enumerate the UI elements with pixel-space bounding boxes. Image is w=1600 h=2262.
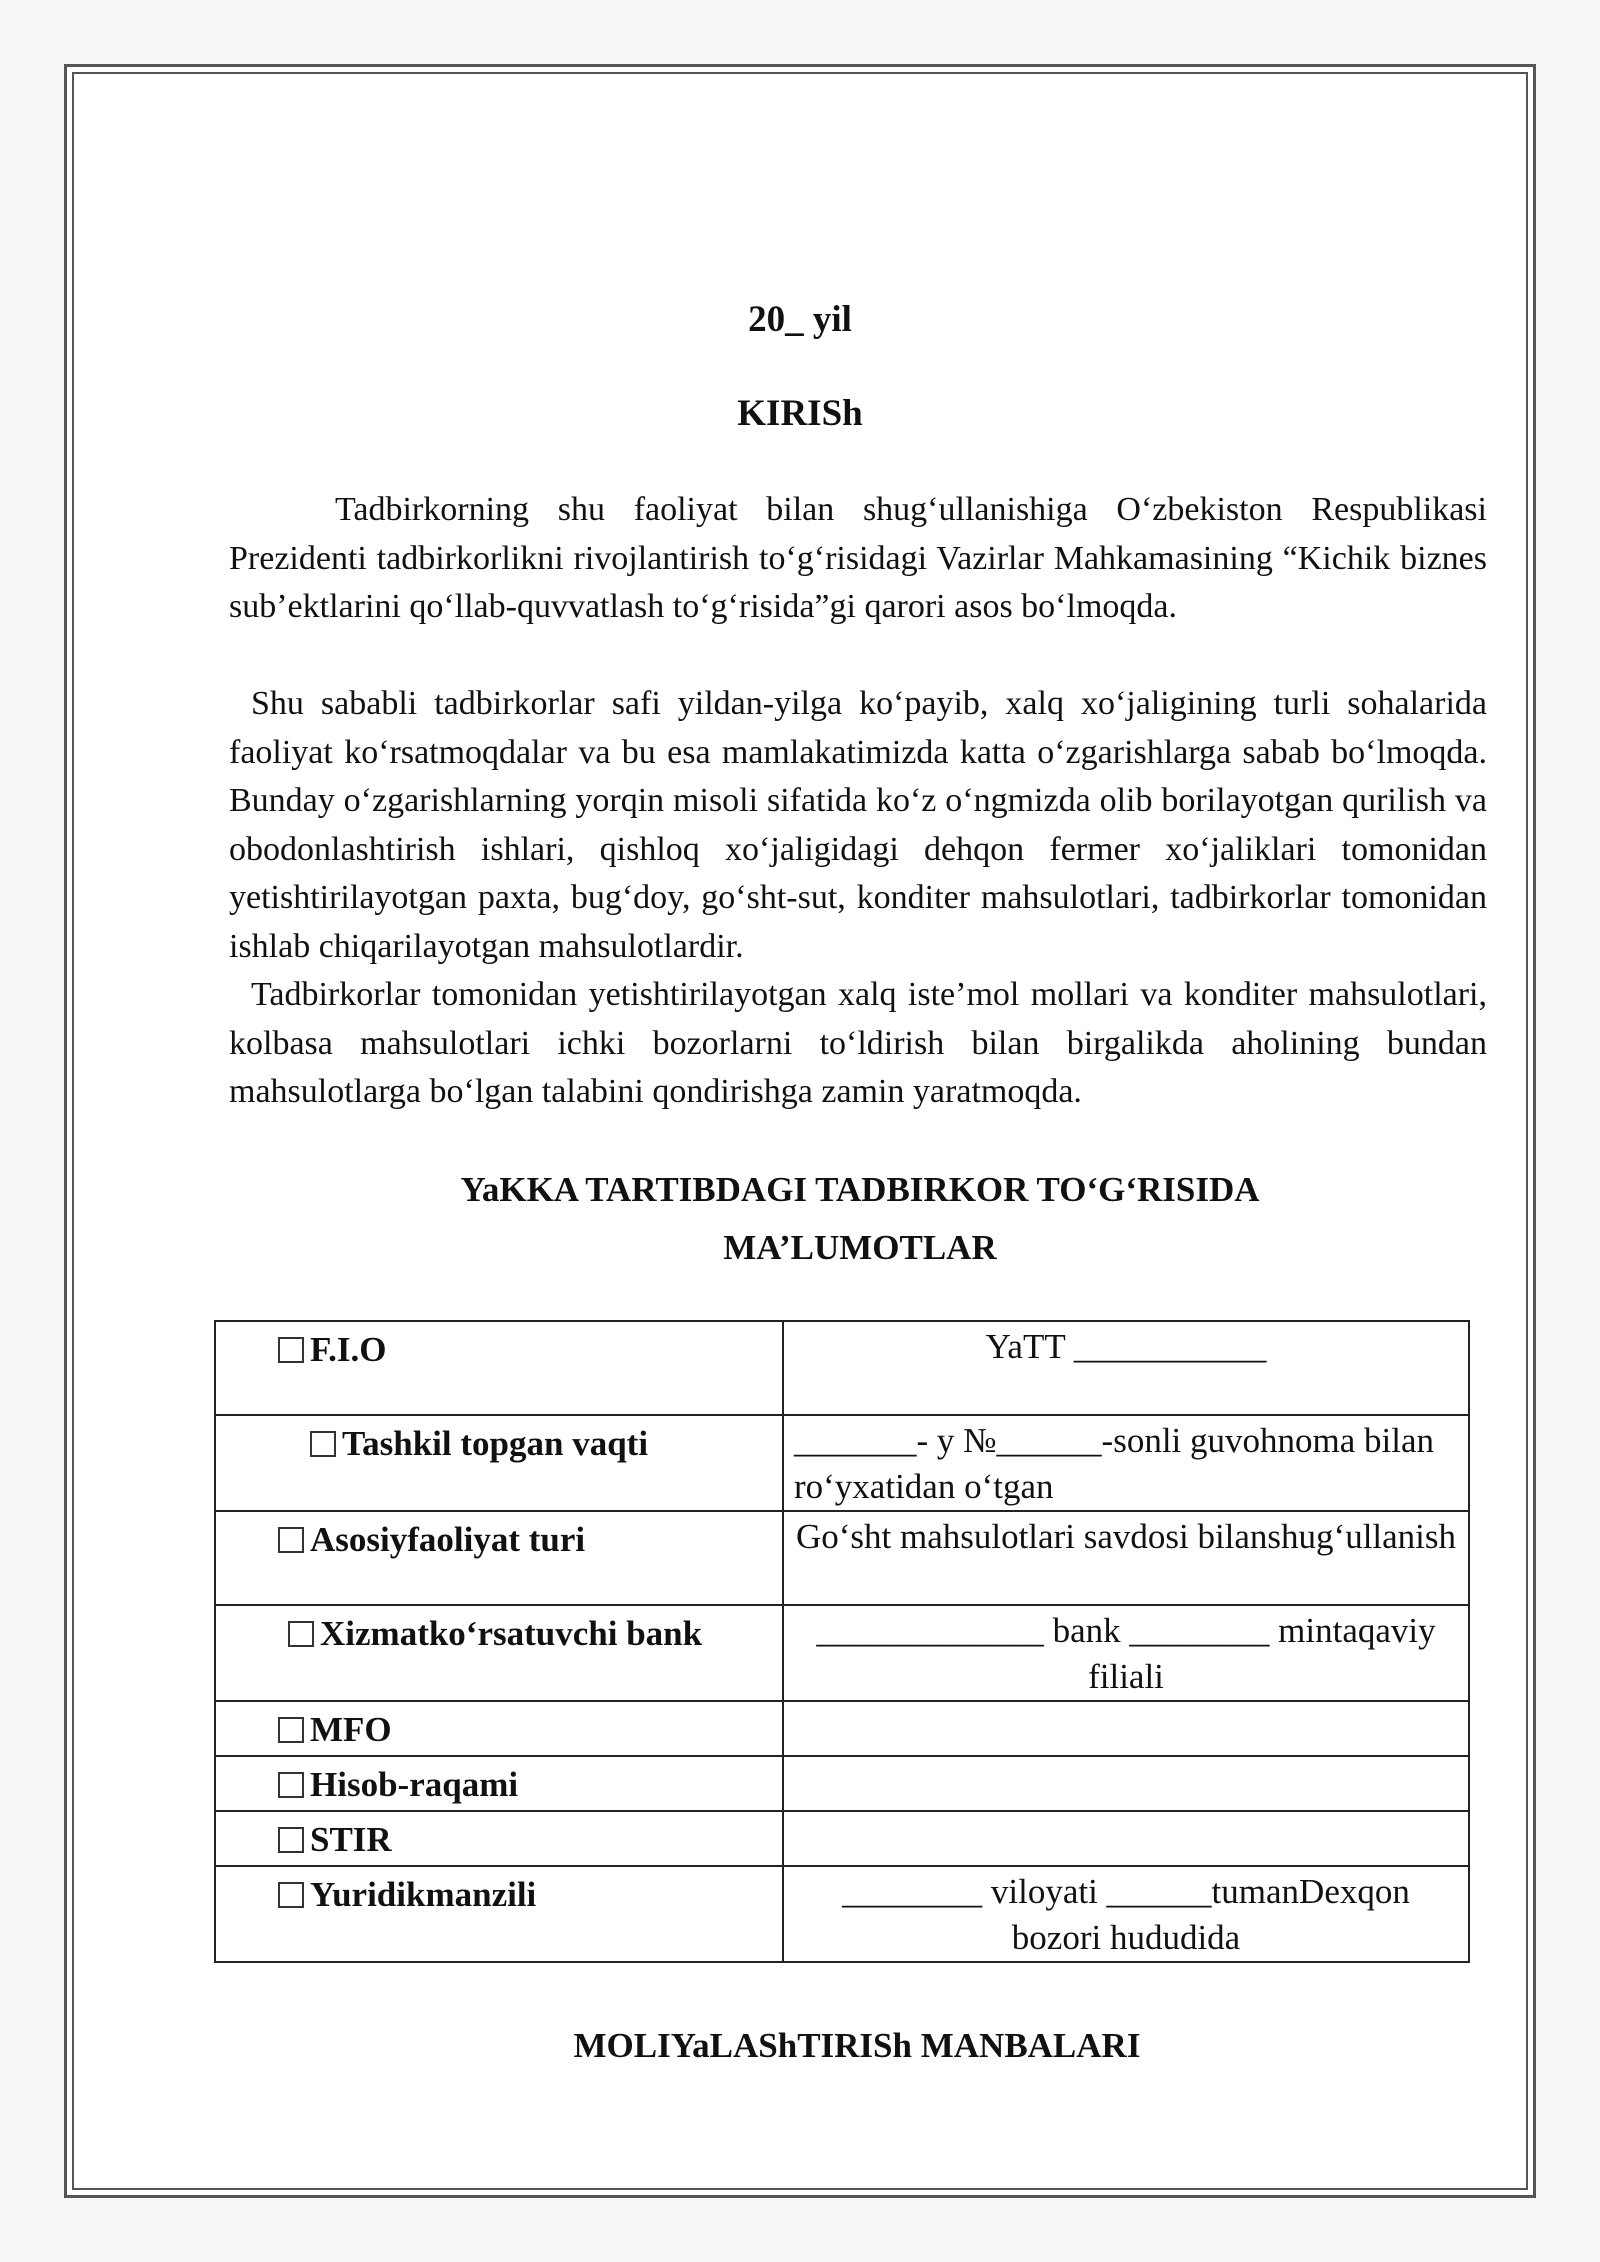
checkbox-bullet-icon (278, 1717, 304, 1743)
row-label: Hisob-raqami (310, 1765, 519, 1804)
table-value-cell (783, 1811, 1469, 1866)
year-title: 20_ yil (748, 299, 852, 340)
table-label-cell (215, 1511, 783, 1605)
table-value-cell: Go‘sht mahsulotlari savdosi bilanshug‘ullanish (783, 1511, 1469, 1605)
table-row (215, 1605, 1469, 1701)
table-label-cell (215, 1321, 783, 1415)
table-value-cell (783, 1756, 1469, 1811)
intro-heading: KIRISh (737, 393, 863, 434)
table-row (215, 1321, 1469, 1415)
table-row (215, 1866, 1469, 1962)
table-row (215, 1511, 1469, 1605)
table-value-cell: ________ viloyati ______tumanDexqon bozori hududida (783, 1866, 1469, 1962)
checkbox-bullet-icon (288, 1621, 314, 1647)
table-row (215, 1415, 1469, 1511)
table-label-cell (215, 1811, 783, 1866)
financing-sources-heading: MOLIYaLAShTIRISh MANBALARI (573, 2026, 1141, 2065)
checkbox-bullet-icon (278, 1827, 304, 1853)
checkbox-bullet-icon (278, 1337, 304, 1363)
row-label: Tashkil topgan vaqti (342, 1424, 649, 1463)
row-label: STIR (310, 1820, 392, 1859)
entrepreneur-info-table (214, 1320, 1470, 1963)
table-label-cell (215, 1605, 783, 1701)
section-title-line-1: YaKKA TARTIBDAGI TADBIRKOR TO‘G‘RISIDA (460, 1170, 1260, 1209)
row-label: Yuridikmanzili (310, 1875, 537, 1914)
table-value-cell: _______- y №______-sonli guvohnoma bilan ro‘yxatidan o‘tgan (783, 1415, 1469, 1511)
table-label-cell (215, 1701, 783, 1756)
row-label: Asosiyfaoliyat turi (310, 1520, 586, 1559)
table-label-cell (215, 1415, 783, 1511)
row-label: Xizmatko‘rsatuvchi bank (320, 1614, 703, 1653)
intro-paragraph-3: Tadbirkorlar tomonidan yetishtirilayotgan xalq iste’mol mollari va konditer mahsulotlari, kolbasa mahsulotlari ichki bozorlarni to‘ldirish bilan birgalikda aholining bundan mahsulotlarga bo‘lgan talabini qondirishga zamin yaratmoqda. (229, 976, 1487, 1110)
checkbox-bullet-icon (310, 1431, 336, 1457)
intro-paragraph-2: Shu sababli tadbirkorlar safi yildan-yilga ko‘payib, xalq xo‘jaligining turli sohalarida faoliyat ko‘rsatmoqdalar va bu esa mamlakatimizda katta o‘zgarishlarga sabab bo‘lmoqda. Bunday o‘zgarishlarning yorqin misoli sifatida ko‘z o‘ngmizda olib borilayotgan qurilish va obodonlashtirish ishlari, qishloq xo‘jaligidagi dehqon fermer xo‘jaliklari tomonidan yetishtirilayotgan paxta, bug‘doy, go‘sht-sut, konditer mahsulotlari, tadbirkorlar tomonidan ishlab chiqarilayotgan mahsulotlardir. (229, 685, 1487, 965)
row-label: MFO (310, 1710, 392, 1749)
section-title-line-2: MA’LUMOTLAR (723, 1228, 997, 1267)
table-label-cell (215, 1756, 783, 1811)
table-row (215, 1811, 1469, 1866)
table-value-cell: _____________ bank ________ mintaqaviy filiali (783, 1605, 1469, 1701)
table-row (215, 1756, 1469, 1811)
table-value-cell (783, 1701, 1469, 1756)
checkbox-bullet-icon (278, 1772, 304, 1798)
checkbox-bullet-icon (278, 1882, 304, 1908)
table-label-cell (215, 1866, 783, 1962)
row-label: F.I.O (310, 1330, 387, 1369)
intro-paragraph-1: Tadbirkorning shu faoliyat bilan shug‘ullanishiga O‘zbekiston Respublikasi Prezidenti tadbirkorlikni rivojlantirish to‘g‘risidagi Vazirlar Mahkamasining “Kichik biznes sub’ektlarini qo‘llab-quvvatlash to‘g‘risida”gi qarori asos bo‘lmoqda. (229, 491, 1487, 625)
checkbox-bullet-icon (278, 1527, 304, 1553)
table-value-cell: YaTT ___________ (783, 1321, 1469, 1415)
table-row (215, 1701, 1469, 1756)
